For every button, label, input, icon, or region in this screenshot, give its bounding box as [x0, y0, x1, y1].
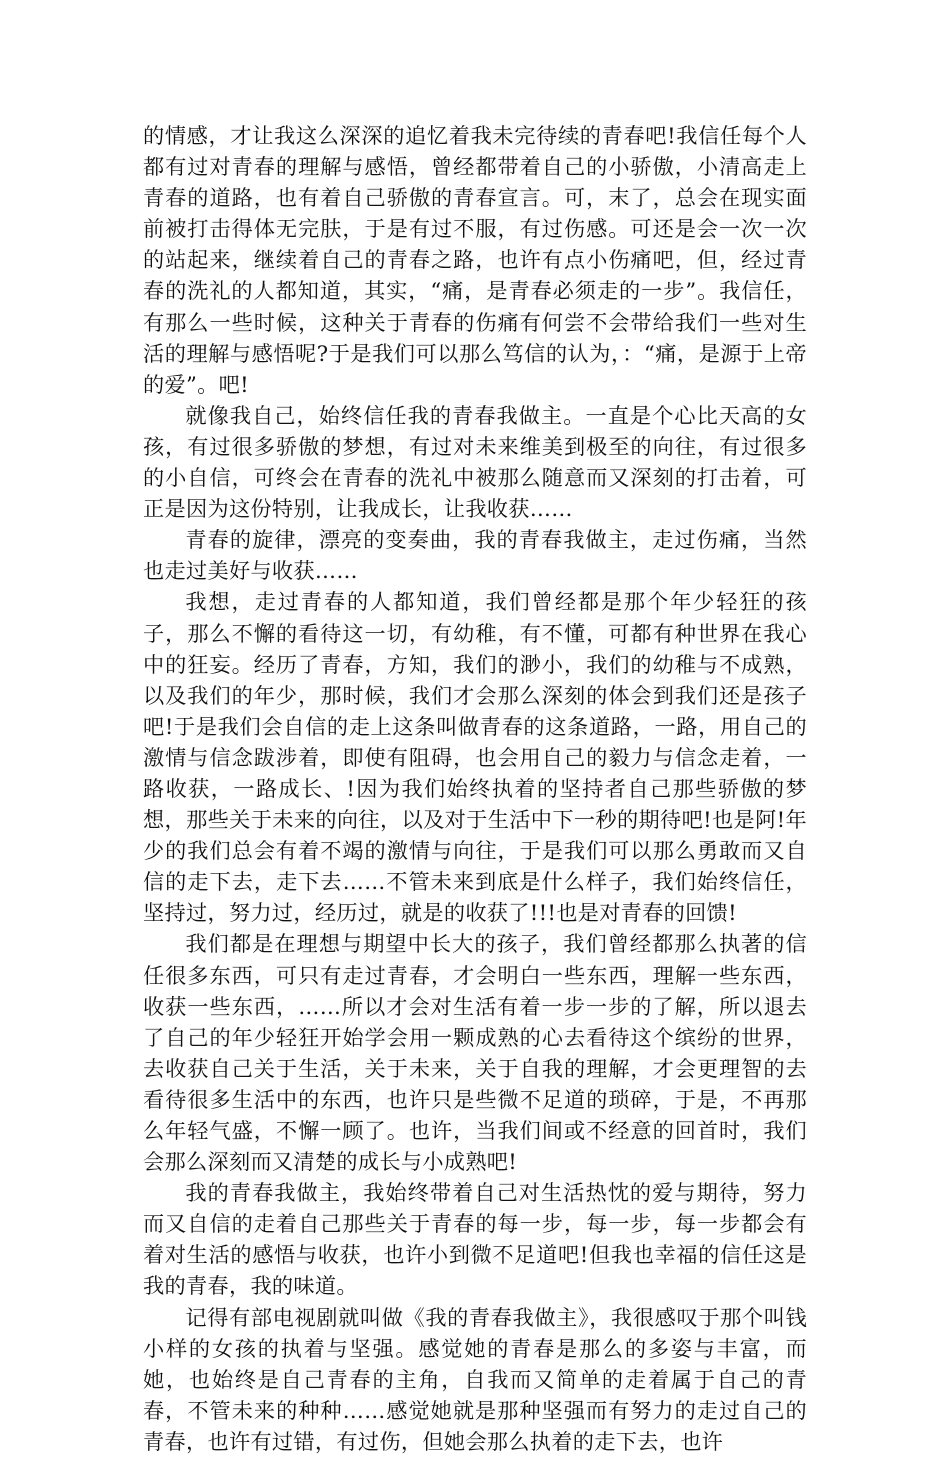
- paragraph-2: 就像我自己，始终信任我的青春我做主。一直是个心比天高的女孩，有过很多骄傲的梦想，有过对未来维美到极至的向往，有过很多的小自信，可终会在青春的洗礼中被那么随意而又深刻的打击着，可正是因为这份特别，让我成长，让我收获……: [143, 402, 807, 522]
- paragraph-3: 青春的旋律，漂亮的变奏曲，我的青春我做主，走过伤痛，当然也走过美好与收获……: [143, 527, 807, 584]
- article-body: [143, 120, 807, 1457]
- paragraph-7: 记得有部电视剧就叫做《我的青春我做主》，我很感叹于那个叫钱小样的女孩的执着与坚强。感觉她的青春是那么的多姿与丰富，而她，也始终是自己青春的主角，自我而又简单的走着属于自己的青春，不管未来的种种……感觉她就是那种坚强而有努力的走过自己的青春，也许有过错，有过伤，但她会那么执着的走下去，也许: [143, 1304, 807, 1454]
- paragraph-5: 我们都是在理想与期望中长大的孩子，我们曾经都那么执著的信任很多东西，可只有走过青春，才会明白一些东西，理解一些东西，收获一些东西，……所以才会对生活有着一步一步的了解，所以退去了自己的年少轻狂开始学会用一颗成熟的心去看待这个缤纷的世界，去收获自己关于生活，关于未来，关于自我的理解，才会更理智的去看待很多生活中的东西，也许只是些微不足道的琐碎，于是，不再那么年轻气盛，不懈一顾了。也许，当我们间或不经意的回首时，我们会那么深刻而又清楚的成长与小成熟吧!: [143, 931, 807, 1175]
- paragraph-6: 我的青春我做主，我始终带着自己对生活热忱的爱与期待，努力而又自信的走着自己那些关于青春的每一步，每一步，每一步都会有着对生活的感悟与收获，也许小到微不足道吧!但我也幸福的信任这是我的青春，我的味道。: [143, 1180, 807, 1299]
- paragraph-4: 我想，走过青春的人都知道，我们曾经都是那个年少轻狂的孩子，那么不懈的看待这一切，有幼稚，有不懂，可都有种世界在我心中的狂妄。经历了青春，方知，我们的渺小，我们的幼稚与不成熟，以及我们的年少，那时候，我们才会那么深刻的体会到我们还是孩子吧!于是我们会自信的走上这条叫做青春的这条道路，一路，用自己的激情与信念跋涉着，即使有阻碍，也会用自己的毅力与信念走着，一路收获，一路成长、!因为我们始终执着的坚持者自己那些骄傲的梦想，那些关于未来的向往，以及对于生活中下一秒的期待吧!也是阿!年少的我们总会有着不竭的激情与向往，于是我们可以那么勇敢而又自信的走下去，走下去……不管未来到底是什么样子，我们始终信任，坚持过，努力过，经历过，就是的收获了!!!也是对青春的回馈!: [143, 589, 807, 926]
- paragraph-1: 的情感，才让我这么深深的追忆着我未完待续的青春吧!我信任每个人都有过对青春的理解与感悟，曾经都带着自己的小骄傲，小清高走上青春的道路，也有着自己骄傲的青春宣言。可，末了，总会在现实面前被打击得体无完肤，于是有过不服，有过伤感。可还是会一次一次的站起来，继续着自己的青春之路，也许有点小伤痛吧，但，经过青春的洗礼的人都知道，其实，“痛，是青春必须走的一步”。我信任，有那么一些时候，这种关于青春的伤痛有何尝不会带给我们一些对生活的理解与感悟呢?于是我们可以那么笃信的认为，：“痛，是源于上帝的爱”。吧!: [143, 123, 807, 397]
